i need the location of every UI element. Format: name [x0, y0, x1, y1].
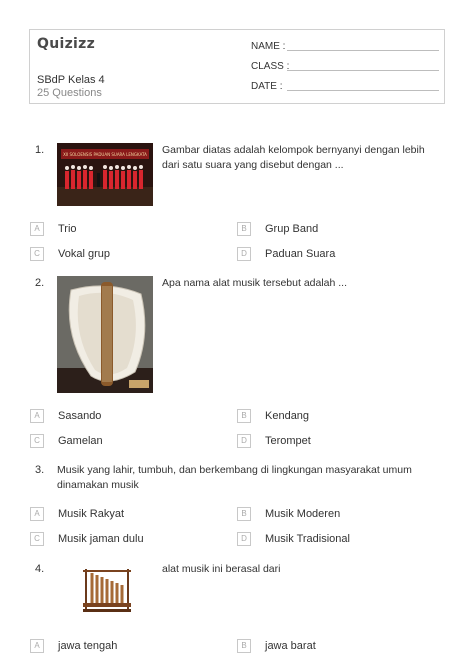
question-1-number: 1.	[35, 144, 45, 156]
question-4-number: 4.	[35, 563, 45, 575]
option-text: Grup Band	[265, 223, 319, 235]
option-text: jawa barat	[265, 640, 316, 652]
question-4-text: alat musik ini berasal dari	[162, 563, 281, 575]
option-text: Musik Tradisional	[265, 533, 350, 545]
question-2-text: Apa nama alat musik tersebut adalah ...	[162, 277, 348, 289]
option-text: Kendang	[265, 410, 310, 422]
name-line	[287, 50, 439, 51]
option-text: Gamelan	[58, 435, 103, 447]
option-letter: C	[30, 247, 44, 261]
choir-image	[57, 143, 153, 206]
choir-banner-text: XII SOLOENSIS PADUAN SUARA LENGKATA	[63, 152, 147, 157]
date-line	[287, 90, 439, 91]
option-letter: A	[30, 222, 44, 236]
option-text: Terompet	[265, 435, 311, 447]
subject-title: SBdP Kelas 4	[37, 74, 105, 86]
question-1-text: Gambar diatas adalah kelompok bernyanyi dengan lebih dari satu suara yang disebut dengan ...	[162, 144, 425, 171]
option-letter: B	[237, 409, 251, 423]
name-field[interactable]	[251, 41, 439, 52]
class-line	[287, 70, 439, 71]
option-text: Musik Moderen	[265, 508, 341, 520]
question-2-number: 2.	[35, 277, 45, 289]
option-letter: D	[237, 247, 251, 261]
option-letter: B	[237, 639, 251, 653]
date-label: DATE :	[251, 81, 283, 92]
question-count: 25 Questions	[37, 87, 102, 99]
option-text: Sasando	[58, 410, 102, 422]
option-text: Paduan Suara	[265, 248, 336, 260]
option-letter: C	[30, 434, 44, 448]
option-letter: C	[30, 532, 44, 546]
option-text: jawa tengah	[58, 640, 118, 652]
option-text: Trio	[58, 223, 77, 235]
option-text: Musik jaman dulu	[58, 533, 144, 545]
option-letter: A	[30, 639, 44, 653]
question-3-number: 3.	[35, 464, 45, 476]
worksheet-header	[29, 29, 445, 104]
sasando-image	[57, 276, 153, 393]
name-label: NAME :	[251, 41, 286, 52]
question-3-text: Musik yang lahir, tumbuh, dan berkembang di lingkungan masyarakat umum dinamakan musik	[57, 464, 412, 491]
option-letter: D	[237, 434, 251, 448]
date-field[interactable]	[251, 81, 439, 92]
quizizz-logo: Quizizz	[37, 36, 96, 52]
option-letter: B	[237, 222, 251, 236]
class-label: CLASS :	[251, 61, 290, 72]
option-letter: B	[237, 507, 251, 521]
option-letter: A	[30, 409, 44, 423]
option-letter: D	[237, 532, 251, 546]
angklung-image	[80, 565, 134, 615]
option-text: Vokal grup	[58, 248, 110, 260]
option-text: Musik Rakyat	[58, 508, 125, 520]
option-letter: A	[30, 507, 44, 521]
class-field[interactable]	[251, 61, 439, 72]
